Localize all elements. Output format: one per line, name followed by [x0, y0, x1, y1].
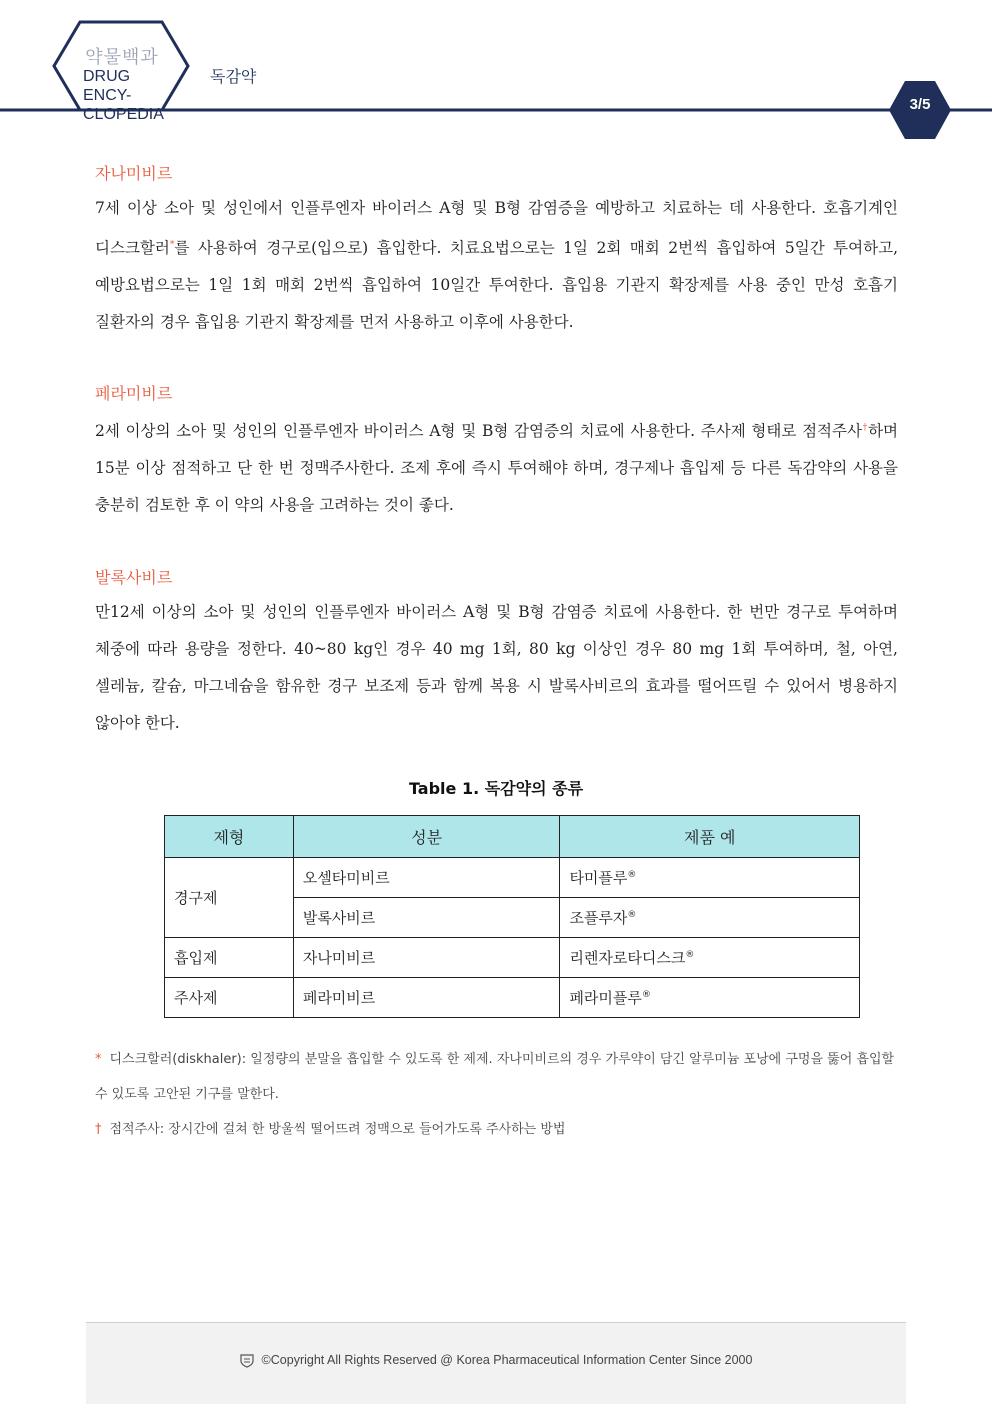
table-caption: Table 1. 독감약의 종류 [408, 779, 584, 798]
crest-icon [240, 1354, 254, 1368]
table-cell-ingredient: 자나미비르 [293, 938, 560, 978]
footnotes [95, 1042, 898, 1147]
table-cell-form: 흡입제 [165, 938, 294, 978]
page-number: 3/5 [909, 96, 931, 113]
document-title: 독감약 [210, 67, 257, 86]
table-row [165, 858, 860, 898]
section-body: 2세 이상의 소아 및 성인의 인플루엔자 바이러스 A형 및 B형 감염증의 치료에 사용한다. 주사제 형태로 점적주사†하며 15분 이상 점적하고 단 한 번 정맥주사한다. 조제 후에 즉시 투여해야 하며, 경구제나 흡입제 등 다른 독감약의 사용을 충분히 검토한 후 이 약의 사용을 고려하는 것이 좋다. [95, 422, 899, 515]
table-row [165, 978, 860, 1018]
table-header-cell: 제형 [165, 816, 294, 858]
table-cell-ingredient: 페라미비르 [293, 978, 560, 1018]
footnote-mark: * [95, 1052, 102, 1067]
section-baloxavir [95, 565, 898, 742]
footnote: * 디스크할러(diskhaler): 일정량의 분말을 흡입할 수 있도록 한 제제. 자나미비르의 경우 가루약이 담긴 알루미늄 포낭에 구멍을 뚫어 흡입할 수 있도록 고안된 기구를 말한다. [95, 1052, 895, 1102]
footnote: † 점적주사: 장시간에 걸쳐 한 방울씩 떨어뜨려 정맥으로 들어가도록 주사하는 방법 [95, 1122, 566, 1137]
copyright-text: ©Copyright All Rights Reserved @ Korea Pharmaceutical Information Center Since 2000 [261, 1353, 753, 1367]
table-header-cell: 성분 [293, 816, 560, 858]
section-zanamivir [95, 161, 898, 341]
footnote-mark: * [169, 240, 175, 250]
section-body: 7세 이상 소아 및 성인에서 인플루엔자 바이러스 A형 및 B형 감염증을 예방하고 치료하는 데 사용한다. 호흡기계인 디스크할러*를 사용하여 경구로(입으로) 흡입한다. 치료요법으로는 1일 2회 매회 2번씩 흡입하여 5일간 투여하고, 예방요법으로는 1일 1회 매회 2번씩 흡입하여 10일간 투여한다. 흡입용 기관지 확장제를 사용 중인 만성 호흡기 질환자의 경우 흡입용 기관지 확장제를 먼저 사용하고 이후에 사용한다. [95, 199, 898, 332]
section-peramivir [95, 381, 898, 524]
table-row [165, 938, 860, 978]
table-cell-product: 조플루자® [560, 898, 860, 938]
footer [0, 1353, 992, 1368]
table-cell-form: 주사제 [165, 978, 294, 1018]
section-title: 페라미비르 [95, 384, 173, 403]
table-cell-ingredient: 오셀타미비르 [293, 858, 560, 898]
section-title: 자나미비르 [95, 164, 173, 183]
section-title: 발록사비르 [95, 568, 173, 587]
footnote-mark: † [95, 1122, 102, 1137]
footnote-mark: † [861, 423, 869, 433]
drug-types-table [164, 815, 860, 1018]
table-header-row [165, 816, 860, 858]
logo-english: DRUG ENCY- CLOPEDIA [83, 68, 164, 123]
logo-korean: 약물백과 [85, 47, 159, 68]
section-body: 만12세 이상의 소아 및 성인의 인플루엔자 바이러스 A형 및 B형 감염증 치료에 사용한다. 한 번만 경구로 투여하며 체중에 따라 용량을 정한다. 40~80 kg인 경우 40 mg 1회, 80 kg 이상인 경우 80 mg 1회 투여하며, 철, 아연, 셀레늄, 칼슘, 마그네슘을 함유한 경구 보조제 등과 함께 복용 시 발록사비르의 효과를 떨어뜨릴 수 있어서 병용하지 않아야 한다. [95, 603, 898, 732]
table-header-cell: 제품 예 [560, 816, 860, 858]
table-cell-product: 타미플루® [560, 858, 860, 898]
table-cell-ingredient: 발록사비르 [293, 898, 560, 938]
table-cell-product: 리렌자로타디스크® [560, 938, 860, 978]
table-cell-product: 페라미플루® [560, 978, 860, 1018]
table-cell-form: 경구제 [165, 858, 294, 938]
